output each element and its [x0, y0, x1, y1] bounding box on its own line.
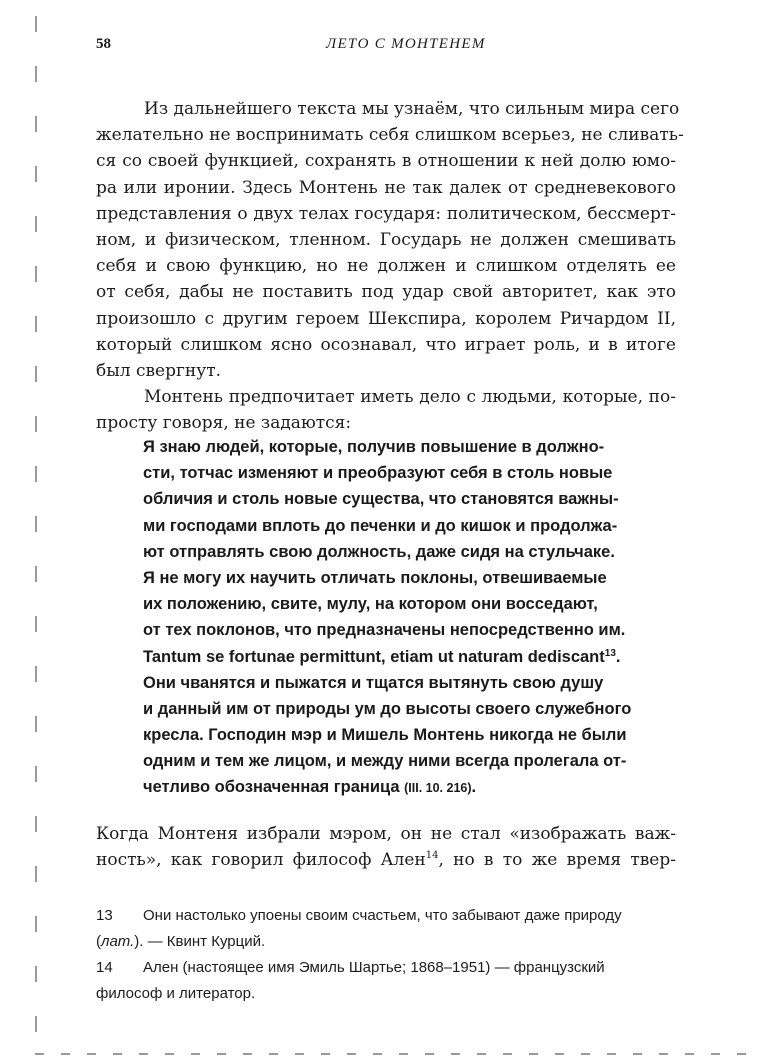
- source-reference: (III. 10. 216): [404, 781, 472, 796]
- margin-dash: [139, 1053, 148, 1055]
- margin-dash: [321, 1053, 330, 1055]
- quote-end: .: [471, 778, 477, 797]
- text-segment: ность», как говорил философ Ален: [96, 850, 426, 871]
- quote-line: их положению, свите, мулу, на котором они восседают,: [143, 595, 598, 614]
- main-text-continued: [96, 821, 676, 873]
- quote-line: обличия и столь новые существа, что становятся важны-: [143, 490, 619, 509]
- margin-dash: [191, 1053, 200, 1055]
- margin-dash: [113, 1053, 122, 1055]
- footnote-text: (: [96, 933, 101, 950]
- margin-dash: [607, 1053, 616, 1055]
- margin-dash: [685, 1053, 694, 1055]
- text-line: ра или иронии. Здесь Монтень не так далек от средневекового: [96, 177, 676, 198]
- footnote-text: ). — Квинт Курций.: [134, 933, 266, 950]
- margin-dash: [295, 1053, 304, 1055]
- quote-line: сти, тотчас изменяют и преобразуют себя в столь новые: [143, 464, 613, 483]
- page-number: 58: [96, 36, 111, 52]
- margin-dash: [35, 566, 37, 582]
- margin-dash: [399, 1053, 408, 1055]
- margin-dash: [477, 1053, 486, 1055]
- running-head: [96, 36, 672, 58]
- text-line: ся со своей функцией, сохранять в отношении к ней долю юмо-: [96, 151, 676, 172]
- margin-dash: [61, 1053, 70, 1055]
- quote-line-text: четливо обозначенная граница: [143, 778, 400, 797]
- text-line: произошло с другим героем Шекспира, королем Ричардом II,: [96, 308, 676, 329]
- quote-line: от тех поклонов, что предназначены непосредственно им.: [143, 621, 626, 640]
- margin-dash: [35, 366, 37, 382]
- text-line: [96, 847, 676, 873]
- quote-last-line: [143, 774, 669, 800]
- footnote-ref-13: 13: [604, 647, 616, 659]
- margin-dash: [35, 1016, 37, 1032]
- margin-dash: [35, 316, 37, 332]
- margin-dash: [35, 466, 37, 482]
- text-line: который слишком ясно осознавал, что играет роль, и в итоге: [96, 334, 676, 355]
- quote-line: кресла. Господин мэр и Мишель Монтень никогда не были: [143, 726, 627, 745]
- quote-latin-line: Tantum se fortunae permittunt, etiam ut naturam dediscant$^{13}$.: [143, 647, 621, 666]
- margin-dash: [529, 1053, 538, 1055]
- margin-dash: [217, 1053, 226, 1055]
- footnote-text: философ и литератор.: [96, 985, 256, 1002]
- text-line: просту говоря, не задаются:: [96, 413, 352, 434]
- footnote-text: Они настолько упоены своим счастьем, что забывают даже природу: [143, 907, 622, 924]
- bottom-margin-marks: [35, 1053, 755, 1055]
- margin-dash: [555, 1053, 564, 1055]
- text-line: ном, и физическом, тленном. Государь не должен смешивать: [96, 229, 676, 250]
- margin-dash: [35, 116, 37, 132]
- margin-dash: [659, 1053, 668, 1055]
- quote-line: Они чванятся и пыжатся и тщатся вытянуть свою душу: [143, 673, 604, 692]
- latin-quote: Tantum se fortunae permittunt, etiam ut naturam dediscant: [143, 647, 605, 666]
- text-line: себя и свою функцию, но не должен и слишком отделять ее: [96, 256, 676, 277]
- margin-dash: [35, 666, 37, 682]
- margin-dash: [35, 916, 37, 932]
- footnote-number: 13: [96, 907, 113, 924]
- text-line: Монтень предпочитает иметь дело с людьми, которые, по-: [144, 387, 676, 408]
- quote-line: Я знаю людей, которые, получив повышение в должно-: [143, 438, 605, 456]
- running-title: ЛЕТО С МОНТЕНЕМ: [326, 36, 486, 52]
- margin-dash: [35, 616, 37, 632]
- quote-line: ют отправлять свою должность, даже сидя на стульчаке.: [143, 542, 615, 561]
- margin-dash: [87, 1053, 96, 1055]
- quote-line: одним и тем же лицом, и между ними всегда пролегала от-: [143, 752, 627, 771]
- margin-dash: [35, 416, 37, 432]
- margin-dash: [373, 1053, 382, 1055]
- text-line: был свергнут.: [96, 360, 222, 381]
- footnote-14-cont: [96, 981, 676, 1007]
- margin-dash: [35, 866, 37, 882]
- footnote-text: Ален (настоящее имя Эмиль Шартье; 1868–1951) — французский: [143, 959, 605, 976]
- margin-dash: [269, 1053, 278, 1055]
- margin-dash: [633, 1053, 642, 1055]
- text-line: Из дальнейшего текста мы узнаём, что сильным мира сего: [144, 99, 680, 119]
- margin-dash: [347, 1053, 356, 1055]
- margin-dash: [737, 1053, 746, 1055]
- footnote-13: [96, 903, 676, 929]
- margin-dash: [35, 66, 37, 82]
- margin-dash: [35, 966, 37, 982]
- margin-dash: [35, 266, 37, 282]
- margin-dash: [35, 516, 37, 532]
- main-text: [96, 96, 684, 436]
- text-segment: , но в то же время твер-: [438, 850, 676, 871]
- text-line: Когда Монтеня избрали мэром, он не стал «изображать важ-: [96, 824, 676, 844]
- footnotes: [96, 903, 676, 1007]
- left-margin-marks: [35, 0, 37, 1063]
- margin-dash: [243, 1053, 252, 1055]
- margin-dash: [503, 1053, 512, 1055]
- block-quote: [143, 434, 669, 801]
- footnote-italic: лат.: [101, 933, 135, 950]
- margin-dash: [35, 816, 37, 832]
- quote-line: Я не могу их научить отличать поклоны, отвешиваемые: [143, 568, 607, 587]
- footnote-13-cont: [96, 929, 676, 955]
- text-line: представления о двух телах государя: политическом, бессмерт-: [96, 203, 676, 224]
- text-line: от себя, дабы не поставить под удар свой авторитет, как это: [96, 282, 676, 303]
- margin-dash: [425, 1053, 434, 1055]
- margin-dash: [35, 166, 37, 182]
- margin-dash: [35, 1053, 44, 1055]
- quote-line: и данный им от природы ум до высоты своего служебного: [143, 699, 632, 718]
- margin-dash: [35, 716, 37, 732]
- margin-dash: [711, 1053, 720, 1055]
- footnote-ref-14: 14: [425, 850, 439, 862]
- margin-dash: [581, 1053, 590, 1055]
- margin-dash: [35, 216, 37, 232]
- footnote-number: 14: [96, 959, 113, 976]
- margin-dash: [35, 766, 37, 782]
- margin-dash: [451, 1053, 460, 1055]
- footnote-14: [96, 955, 676, 981]
- quote-line: ми господами вплоть до печенки и до кишок и продолжа-: [143, 516, 618, 535]
- margin-dash: [165, 1053, 174, 1055]
- margin-dash: [35, 16, 37, 32]
- text-line: желательно не воспринимать себя слишком всерьез, не сливать-: [96, 125, 684, 146]
